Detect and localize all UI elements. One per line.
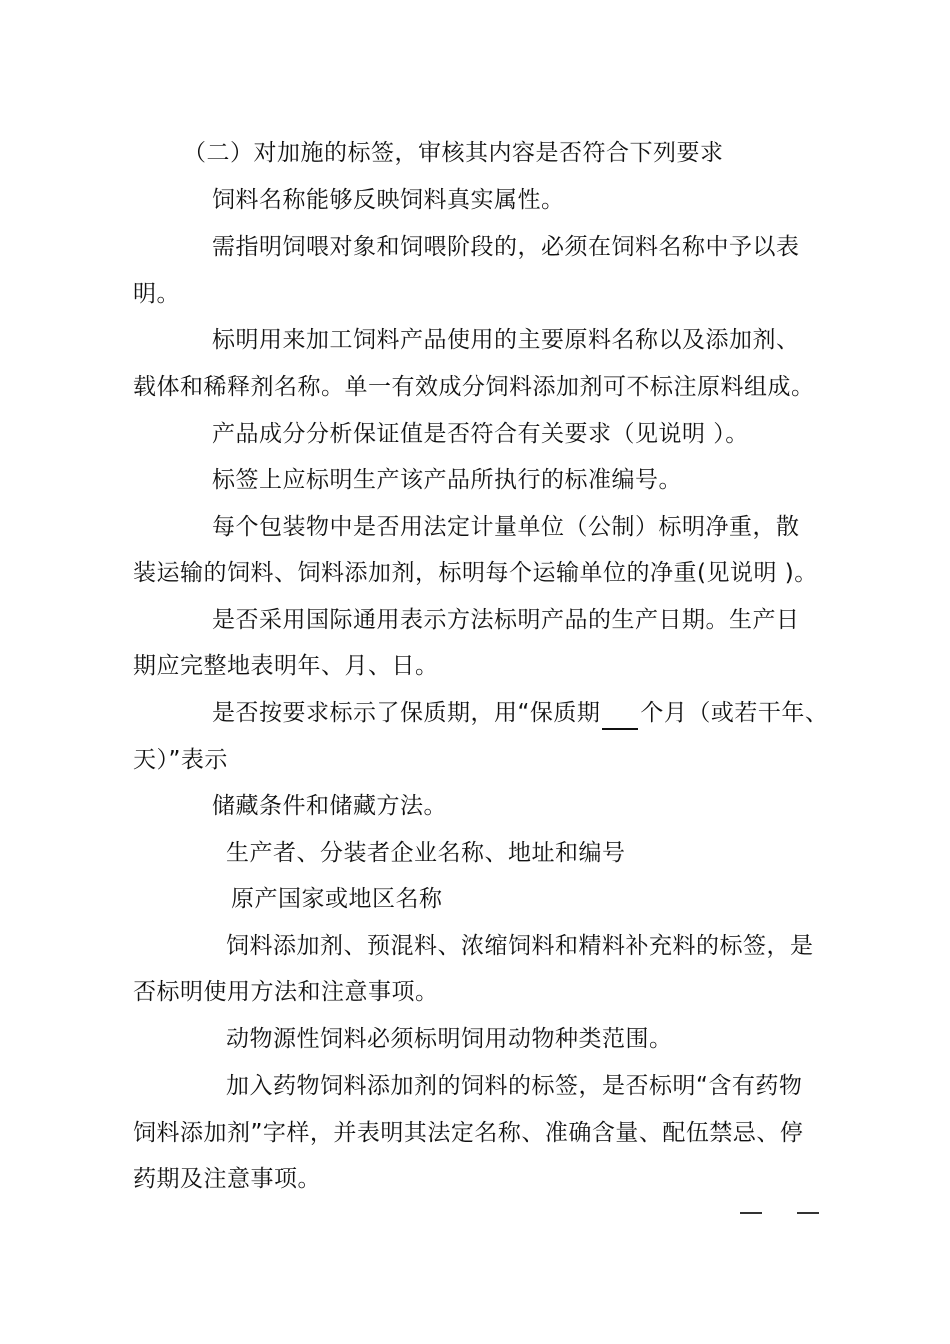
item-line: 装运输的饲料、饲料添加剂，标明每个运输单位的净重(见说明 )。: [133, 560, 818, 586]
item-line: 饲料名称能够反映饲料真实属性。: [212, 187, 565, 213]
item-line: 原产国家或地区名称: [231, 886, 443, 912]
item-line: 生产者、分装者企业名称、地址和编号: [226, 840, 626, 866]
shelf-life-text: 个月（或若干年、: [640, 700, 829, 726]
shelf-life-text: 是否按要求标示了保质期，用“保质期: [212, 700, 601, 726]
item-line: 产品成分分析保证值是否符合有关要求（见说明 ）。: [212, 421, 749, 447]
item-line: 动物源性饲料必须标明饲用动物种类范围。: [226, 1026, 673, 1052]
item-line: 加入药物饲料添加剂的饲料的标签，是否标明“含有药物: [226, 1073, 803, 1099]
item-line: 药期及注意事项。: [133, 1166, 321, 1192]
section-heading: （二）对加施的标签，审核其内容是否符合下列要求: [183, 140, 724, 166]
item-line: 饲料添加剂”字样，并表明其法定名称、准确含量、配伍禁忌、停: [133, 1120, 804, 1146]
item-line: 储藏条件和储藏方法。: [212, 793, 447, 819]
item-line: 天）”表示: [133, 747, 228, 773]
item-line: 载体和稀释剂名称。单一有效成分饲料添加剂可不标注原料组成。: [133, 374, 815, 400]
item-line: 是否采用国际通用表示方法标明产品的生产日期。生产日: [212, 607, 800, 633]
item-line: 标明用来加工饲料产品使用的主要原料名称以及添加剂、: [212, 327, 800, 353]
item-line: 否标明使用方法和注意事项。: [133, 979, 439, 1005]
item-line: 标签上应标明生产该产品所执行的标准编号。: [212, 467, 682, 493]
page-number-dash: [740, 1212, 762, 1214]
item-line: 明。: [133, 281, 180, 307]
shelf-life-blank: [602, 698, 638, 730]
item-line: 期应完整地表明年、月、日。: [133, 653, 439, 679]
item-line: [212, 698, 828, 730]
page-number-dash: [797, 1212, 819, 1214]
item-line: 需指明饲喂对象和饲喂阶段的，必须在饲料名称中予以表: [212, 234, 800, 260]
item-line: 饲料添加剂、预混料、浓缩饲料和精料补充料的标签，是: [226, 933, 814, 959]
item-line: 每个包装物中是否用法定计量单位（公制）标明净重，散: [212, 514, 800, 540]
